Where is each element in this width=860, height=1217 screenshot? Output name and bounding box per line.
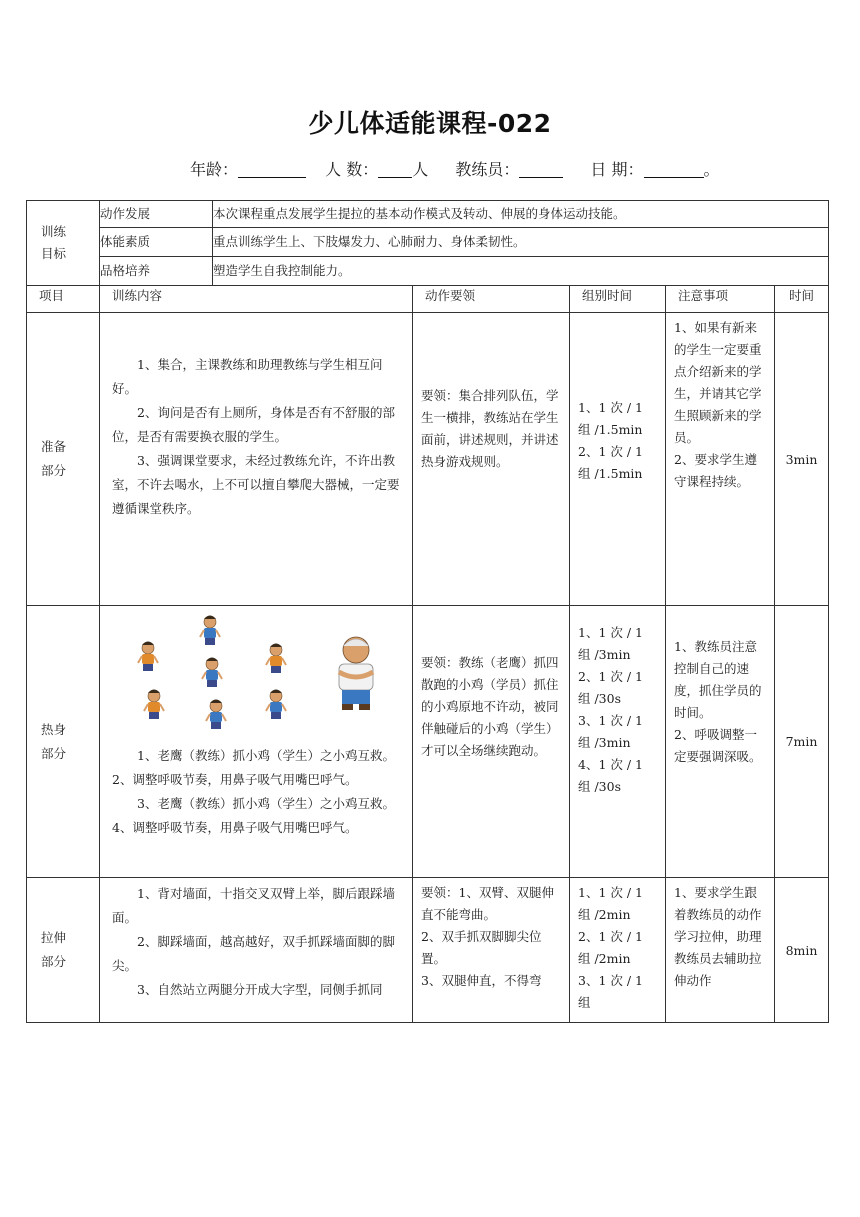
kid-figure <box>138 642 158 672</box>
section-content <box>100 606 413 878</box>
kid-figure <box>202 658 222 688</box>
coach-blank[interactable] <box>519 161 563 178</box>
section-content <box>100 313 413 606</box>
content-line: 3、自然站立两腿分开成大字型，同侧手抓同 <box>137 982 383 997</box>
section-row-prep <box>27 313 829 606</box>
essential-line: 要领：1、双臂、双腿伸直不能弯曲。 <box>421 885 554 922</box>
section-sets <box>570 313 666 606</box>
section-essentials <box>413 878 570 1023</box>
header-cell: 组别时间 <box>570 286 666 313</box>
section-sets <box>570 878 666 1023</box>
set-line: 2、1 次 / 1 组 /2min <box>578 929 643 966</box>
kid-figure <box>266 644 286 674</box>
section-sets <box>570 606 666 878</box>
content-line: 2、脚踩墙面，越高越好，双手抓踩墙面脚的脚尖。 <box>112 934 395 973</box>
section-notes <box>666 313 775 606</box>
set-line: 2、1 次 / 1 组 /30s <box>578 669 643 706</box>
content-line: 3、强调课堂要求，未经过教练允许，不许出教室，不许去喝水，上不可以擅自攀爬大器械，一定要遵循课堂秩序。 <box>112 453 400 516</box>
goal-text: 塑造学生自我控制能力。 <box>213 257 829 286</box>
section-essentials: 要领：教练（老鹰）抓四散跑的小鸡（学员）抓住的小鸡原地不许动，被同伴触碰后的小鸡（学生）才可以全场继续跑动。 <box>413 606 570 878</box>
kid-figure <box>206 700 226 730</box>
section-time: 7min <box>775 606 829 878</box>
page-title: 少儿体适能课程-022 <box>308 109 552 138</box>
header-cell: 动作要领 <box>413 286 570 313</box>
section-row-stretch <box>27 878 829 1023</box>
essential-line: 3、双腿伸直，不得弯 <box>421 973 542 988</box>
people-label: 人 数： <box>325 160 379 179</box>
note-line: 2、呼吸调整一定要强调深吸。 <box>674 727 762 764</box>
section-content <box>100 878 413 1023</box>
people-blank[interactable] <box>378 161 412 178</box>
section-row-warmup <box>27 606 829 878</box>
section-notes <box>666 606 775 878</box>
header-cell: 注意事项 <box>666 286 775 313</box>
goal-row <box>27 228 829 257</box>
set-line: 2、1 次 / 1 组 /1.5min <box>578 444 643 481</box>
set-line: 1、1 次 / 1 组 /3min <box>578 625 643 662</box>
section-name: 热身 部分 <box>27 606 100 878</box>
content-line: 4、调整呼吸节奏，用鼻子吸气用嘴巴呼气。 <box>112 820 358 835</box>
note-line: 1、如果有新来的学生一定要重点介绍新来的学生，并请其它学生照顾新来的学员。 <box>674 320 762 445</box>
date-label: 日 期： <box>590 160 644 179</box>
section-notes <box>666 878 775 1023</box>
goal-text: 重点训练学生上、下肢爆发力、心肺耐力、身体柔韧性。 <box>213 228 829 257</box>
header-cell: 训练内容 <box>100 286 413 313</box>
set-line: 1、1 次 / 1 组 /1.5min <box>578 400 643 437</box>
goal-name: 品格培养 <box>100 257 213 286</box>
content-line: 2、调整呼吸节奏，用鼻子吸气用嘴巴呼气。 <box>112 772 358 787</box>
kids-illustration <box>100 610 413 736</box>
coach-figure <box>339 637 373 710</box>
kid-figure <box>266 690 286 720</box>
kid-figure <box>200 616 220 646</box>
set-line: 3、1 次 / 1 组 <box>578 973 643 1010</box>
age-label: 年龄： <box>190 160 239 179</box>
content-line: 3、老鹰（教练）抓小鸡（学生）之小鸡互救。 <box>137 796 395 811</box>
goal-name: 体能素质 <box>100 228 213 257</box>
coach-label: 教练员： <box>455 160 520 179</box>
set-line: 3、1 次 / 1 组 /3min <box>578 713 643 750</box>
note-line: 1、要求学生跟着教练员的动作学习拉伸，助理教练员去辅助拉伸动作 <box>674 885 762 988</box>
content-line: 2、询问是否有上厕所，身体是否有不舒服的部位，是否有需要换衣服的学生。 <box>112 405 395 444</box>
meta-line <box>190 157 720 180</box>
goal-name: 动作发展 <box>100 201 213 228</box>
lesson-plan-table <box>26 200 829 1023</box>
kid-figure <box>144 690 164 720</box>
goal-row <box>27 201 829 228</box>
essential-line: 2、双手抓双脚脚尖位置。 <box>421 929 542 966</box>
content-line: 1、背对墙面，十指交叉双臂上举，脚后跟踩墙面。 <box>112 886 395 925</box>
goal-row <box>27 257 829 286</box>
section-time: 3min <box>775 313 829 606</box>
header-cell: 时间 <box>775 286 829 313</box>
goal-section-label: 训练 目标 <box>27 201 100 286</box>
illustration-kids-and-coach <box>100 610 412 730</box>
section-name: 拉伸 部分 <box>27 878 100 1023</box>
people-unit: 人 <box>412 160 429 179</box>
note-line: 1、教练员注意控制自己的速度，抓住学员的时间。 <box>674 639 762 720</box>
set-line: 1、1 次 / 1 组 /2min <box>578 885 643 922</box>
date-blank[interactable] <box>644 161 704 178</box>
note-line: 2、要求学生遵守课程持续。 <box>674 452 757 489</box>
goal-text: 本次课程重点发展学生提拉的基本动作模式及转动、伸展的身体运动技能。 <box>213 201 829 228</box>
header-row <box>27 286 829 313</box>
header-cell: 项目 <box>27 286 100 313</box>
section-name: 准备 部分 <box>27 313 100 606</box>
content-line: 1、集合，主课教练和助理教练与学生相互问好。 <box>112 357 383 396</box>
end-mark: 。 <box>703 160 720 179</box>
set-line: 4、1 次 / 1 组 /30s <box>578 757 643 794</box>
section-time: 8min <box>775 878 829 1023</box>
section-essentials: 要领：集合排列队伍，学生一横排，教练站在学生面前，讲述规则，并讲述热身游戏规则。 <box>413 313 570 606</box>
age-blank[interactable] <box>238 161 306 178</box>
content-line: 1、老鹰（教练）抓小鸡（学生）之小鸡互救。 <box>137 748 395 763</box>
